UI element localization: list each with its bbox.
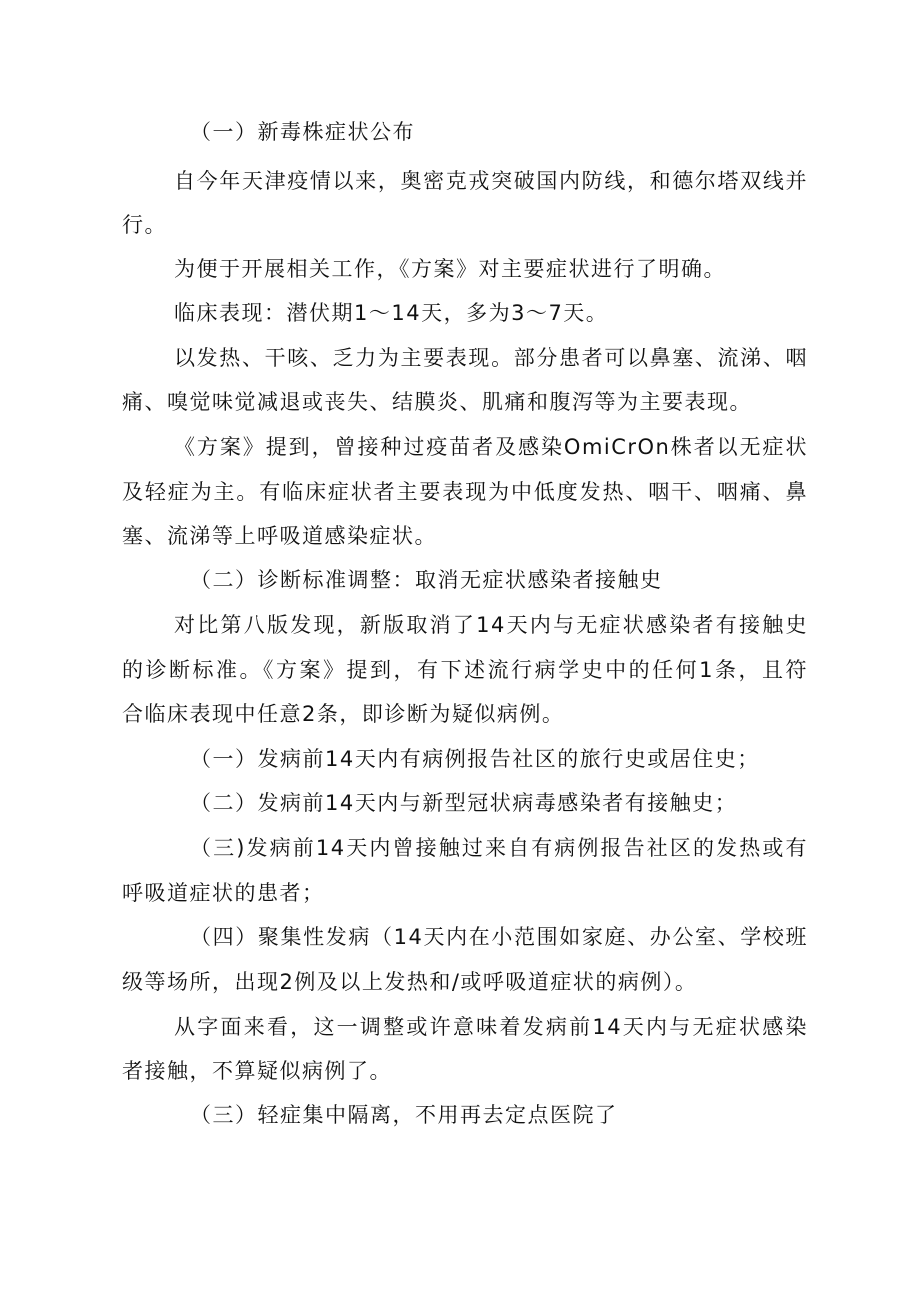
section-heading-2: （二）诊断标准调整：取消无症状感染者接触史 xyxy=(190,568,663,592)
paragraph-line: 呼吸道症状的患者； xyxy=(122,881,325,905)
paragraph-line: 《方案》提到，曾接种过疫苗者及感染OmiCrOn株者以无症状 xyxy=(174,435,808,459)
paragraph-line: 及轻症为主。有临床症状者主要表现为中低度发热、咽干、咽痛、鼻 xyxy=(122,480,808,504)
list-item: （四）聚集性发病（14天内在小范围如家庭、办公室、学校班 xyxy=(190,925,808,949)
section-heading-1: （一）新毒株症状公布 xyxy=(190,120,415,144)
paragraph-line: 从字面来看，这一调整或许意味着发病前14天内与无症状感染 xyxy=(174,1015,808,1039)
paragraph-line: 级等场所，出现2例及以上发热和/或呼吸道症状的病例）。 xyxy=(122,970,698,994)
section-heading-3: （三）轻症集中隔离，不用再去定点医院了 xyxy=(190,1103,618,1127)
paragraph-line: 临床表现：潜伏期1～14天，多为3～7天。 xyxy=(174,301,609,325)
paragraph-line: 塞、流涕等上呼吸道感染症状。 xyxy=(122,524,437,548)
paragraph-line: 为便于开展相关工作，《方案》对主要症状进行了明确。 xyxy=(174,257,726,281)
paragraph-line: 合临床表现中任意2条，即诊断为疑似病例。 xyxy=(122,702,565,726)
list-item: （三)发病前14天内曾接触过来自有病例报告社区的发热或有 xyxy=(190,836,808,860)
list-item: （二）发病前14天内与新型冠状病毒感染者有接触史； xyxy=(190,791,738,815)
paragraph-line: 以发热、干咳、乏力为主要表现。部分患者可以鼻塞、流涕、咽 xyxy=(174,346,808,370)
paragraph-line: 的诊断标准。《方案》提到，有下述流行病学史中的任何1条，且符 xyxy=(122,658,808,682)
list-item: （一）发病前14天内有病例报告社区的旅行史或居住史； xyxy=(190,747,760,771)
paragraph-line: 行。 xyxy=(122,213,167,237)
paragraph-line: 对比第八版发现，新版取消了14天内与无症状感染者有接触史 xyxy=(174,613,808,637)
paragraph-line: 者接触，不算疑似病例了。 xyxy=(122,1059,392,1083)
paragraph-line: 自今年天津疫情以来，奥密克戎突破国内防线，和德尔塔双线并 xyxy=(174,169,808,193)
paragraph-line: 痛、嗅觉味觉减退或丧失、结膜炎、肌痛和腹泻等为主要表现。 xyxy=(122,390,752,414)
